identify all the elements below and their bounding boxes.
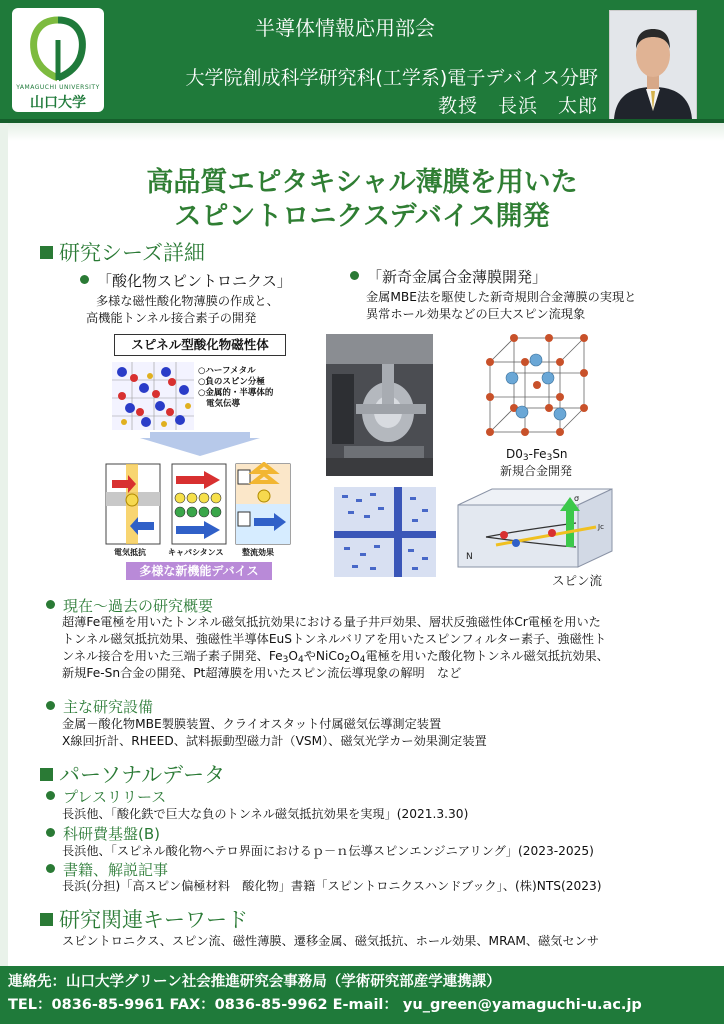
metal-alloy-heading	[350, 266, 547, 287]
books-heading	[46, 859, 168, 880]
device-label-capacitance: キャパシタンス	[168, 548, 224, 557]
logo-japanese-text: 山口大学	[30, 95, 86, 111]
press-heading	[46, 786, 166, 807]
metal-desc-2: 異常ホール効果などの巨大スピン流現象	[366, 307, 586, 321]
bullet-icon	[46, 828, 55, 837]
grant-text: 長浜他、「スピネル酸化物ヘテロ界面におけるｐ－ｎ伝導スピンエンジニアリング」(2023-2025)	[62, 844, 594, 858]
svg-text:Jc: Jc	[598, 523, 604, 531]
equipment-line-1: 金属－酸化物MBE製膜装置、クライオスタット付属磁気伝導測定装置	[62, 717, 442, 731]
section-heading-keywords	[40, 904, 248, 934]
property-1: ○ハーフメタル	[198, 366, 256, 376]
header-bar	[0, 0, 724, 123]
equipment-heading-text: 主な研究設備	[63, 698, 154, 716]
section-heading-text: パーソナルデータ	[59, 763, 226, 787]
property-4: 電気伝導	[206, 399, 241, 409]
poster-title-line1: 高品質エピタキシャル薄膜を用いた	[146, 167, 578, 198]
svg-text:σ: σ	[574, 494, 580, 503]
spin-current-diagram	[456, 487, 614, 573]
oxide-title-text: 「酸化物スピントロニクス」	[97, 272, 292, 290]
devices-banner: 多様な新機能デバイス	[126, 562, 272, 580]
metal-title-text: 「新奇金属合金薄膜開発」	[367, 268, 548, 286]
bullet-icon	[46, 864, 55, 873]
spinel-properties	[198, 366, 273, 410]
overview-line-3: ンネル接合を用いた三端子素子開発、$Fe_3O_4$や$NiCo_2O_4$電極を用いた酸化物トンネル磁気抵抗効果、	[62, 649, 609, 665]
press-heading-text: プレスリリース	[63, 788, 167, 806]
d03-crystal-structure	[476, 332, 594, 444]
bullet-icon	[46, 600, 55, 609]
logo-english-text: YAMAGUCHI UNIVERSITY	[16, 84, 100, 91]
keywords-text: スピントロニクス、スピン流、磁性薄膜、遷移金属、磁気抵抗、ホール効果、MRAM、磁気センサ	[62, 934, 600, 948]
overview-heading	[46, 595, 213, 616]
portrait-image	[610, 11, 696, 119]
alloy-caption: 新規合金開発	[500, 464, 573, 478]
oxide-desc-1: 多様な磁性酸化物薄膜の作成と、	[96, 294, 279, 308]
section-heading-text: 研究関連キーワード	[59, 908, 248, 932]
books-text: 長浜(分担)「高スピン偏極材料 酸化物」書籍「スピントロニクスハンドブック」、(株)NTS(2023)	[62, 879, 602, 893]
university-logo	[12, 8, 104, 112]
square-bullet-icon	[40, 913, 53, 926]
spinel-crystal-icon	[110, 360, 196, 432]
spinel-oxide-figure	[104, 334, 294, 584]
bullet-icon	[80, 275, 89, 284]
property-3: ○金属的・半導体的	[198, 388, 274, 398]
overview-line-4: 新規Fe-Sn合金の開発、Pt超薄膜を用いたスピン流伝導現象の解明 など	[62, 666, 462, 680]
left-margin-band	[0, 123, 8, 966]
section-heading-personal	[40, 759, 225, 789]
device-label-resistance: 電気抵抗	[114, 548, 146, 557]
alloy-formula: $D0_3-Fe_3Sn$	[506, 447, 568, 463]
books-heading-text: 書籍、解説記事	[63, 861, 169, 879]
metal-desc-1: 金属MBE法を駆使した新奇規則合金薄膜の実現と	[366, 290, 637, 304]
bullet-icon	[46, 791, 55, 800]
mbe-apparatus-photo	[326, 334, 433, 476]
down-arrow-icon	[140, 432, 260, 456]
footer-bar	[0, 966, 724, 1024]
poster-title-line2: スピントロニクスデバイス開発	[174, 201, 550, 232]
overview-line-3a: ンネル接合を用いた三端子素子開発、	[62, 649, 269, 663]
overview-line-1: 超薄Fe電極を用いたトンネル磁気抵抗効果における量子井戸効果、層状反強磁性体Cr電極を用いた	[62, 615, 601, 629]
grant-heading-text: 科研費基盤(B)	[63, 825, 160, 843]
section-heading-text: 研究シーズ詳細	[59, 241, 205, 265]
footer-tel-fax-email[interactable]: TEL：0836-85-9961 FAX：0836-85-9962 E-mail： yu_green@yamaguchi-u.ac.jp	[8, 997, 642, 1013]
logo-icon	[26, 14, 90, 84]
device-panels	[104, 462, 294, 546]
section-heading-seeds	[40, 237, 205, 267]
square-bullet-icon	[40, 768, 53, 781]
overview-heading-text: 現在～過去の研究概要	[63, 597, 214, 615]
overview-line-2: トンネル磁気抵抗効果、強磁性半導体EuSトンネルバリアを用いたスピンフィルター素子、強磁性ト	[62, 632, 607, 646]
footer-contact: 連絡先：山口大学グリーン社会推進研究会事務局（学術研究部産学連携課）	[8, 974, 501, 990]
square-bullet-icon	[40, 246, 53, 259]
grant-heading	[46, 823, 160, 844]
bullet-icon	[46, 701, 55, 710]
spin-current-label: スピン流	[552, 573, 603, 588]
professor-photo	[609, 10, 697, 120]
device-label-rectification: 整流効果	[242, 548, 274, 557]
property-2: ○負のスピン分極	[198, 377, 265, 387]
svg-text:N: N	[466, 552, 473, 562]
press-text: 長浜他、「酸化鉄で巨大な負のトンネル磁気抵抗効果を実現」(2021.3.30)	[62, 807, 469, 821]
department-name: 半導体情報応用部会	[255, 16, 435, 40]
equipment-line-2: X線回折計、RHEED、試料振動型磁力計（VSM）、磁気光学カー効果測定装置	[62, 734, 487, 748]
professor-name: 教授 長浜 太郎	[437, 95, 598, 117]
oxide-desc-2: 高機能トンネル接合素子の開発	[86, 311, 257, 325]
overview-line-3b: 電極を用いた酸化物トンネル磁気抵抗効果、	[365, 649, 609, 663]
equipment-heading	[46, 696, 153, 717]
spinel-title-box: スピネル型酸化物磁性体	[114, 334, 286, 356]
graduate-school-name: 大学院創成科学研究科(工学系)電子デバイス分野	[185, 67, 598, 89]
device-pattern-photo	[334, 487, 436, 577]
bullet-icon	[350, 271, 359, 280]
oxide-spintronics-heading	[80, 270, 292, 291]
header-shadow	[0, 123, 724, 141]
